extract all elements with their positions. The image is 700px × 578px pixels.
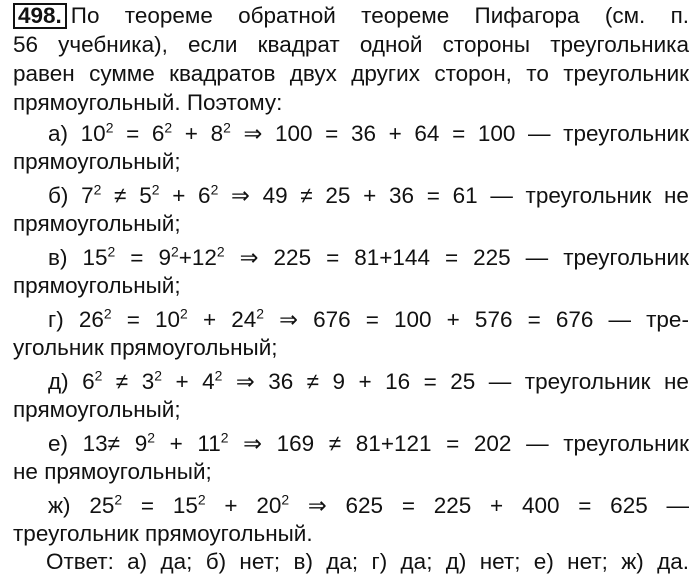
item-e-continuation: не прямоугольный; (13, 459, 212, 484)
intro-line-4: прямоугольный. Поэтому: (13, 90, 283, 115)
intro-line-3: равен сумме квадратов двух других сторон, то треугольник (13, 61, 689, 86)
answer-line: Ответ: а) да; б) нет; в) да; г) да; д) нет; е) нет; ж) да. (46, 549, 689, 574)
item-e: е) $13\ne 9^2 + 11^2$ ⇒ 169 ≠ 81+121 = 202 — треугольник (48, 429, 689, 456)
item-v: в) $15^2 = 9^2+12^2$ ⇒ 225 = 81+144 = 225 — треугольник (48, 243, 689, 270)
intro-line-2: 56 учебника), если квадрат одной стороны треугольника (13, 32, 689, 57)
item-a-continuation: прямоугольный; (13, 149, 181, 174)
item-b: б) $7^2 \ne 5^2 + 6^2$ ⇒ 49 ≠ 25 + 36 = 61 — треугольник не (48, 181, 689, 208)
item-v-continuation: прямоугольный; (13, 273, 181, 298)
item-b-continuation: прямоугольный; (13, 211, 181, 236)
problem-number: 498. (13, 3, 67, 29)
item-zh: ж) $25^2 = 15^2 + 20^2$ ⇒ 625 = 225 + 400 = 625 — (48, 491, 689, 518)
item-d-continuation: прямоугольный; (13, 397, 181, 422)
item-d: д) $6^2 \ne 3^2 + 4^2$ ⇒ 36 ≠ 9 + 16 = 25 — треугольник не (48, 367, 689, 394)
intro-line-1: 498. По теореме обратной теореме Пифагора (см. п. (13, 2, 689, 30)
item-g: г) $26^2 = 10^2 + 24^2$ ⇒ 676 = 100 + 576 = 676 — тре- (48, 305, 689, 332)
item-g-continuation: угольник прямоугольный; (13, 335, 278, 360)
item-zh-continuation: треугольник прямоугольный. (13, 521, 313, 546)
item-a: а) $10^2 = 6^2 + 8^2$ ⇒ 100 = 36 + 64 = 100 — треугольник (48, 119, 689, 146)
